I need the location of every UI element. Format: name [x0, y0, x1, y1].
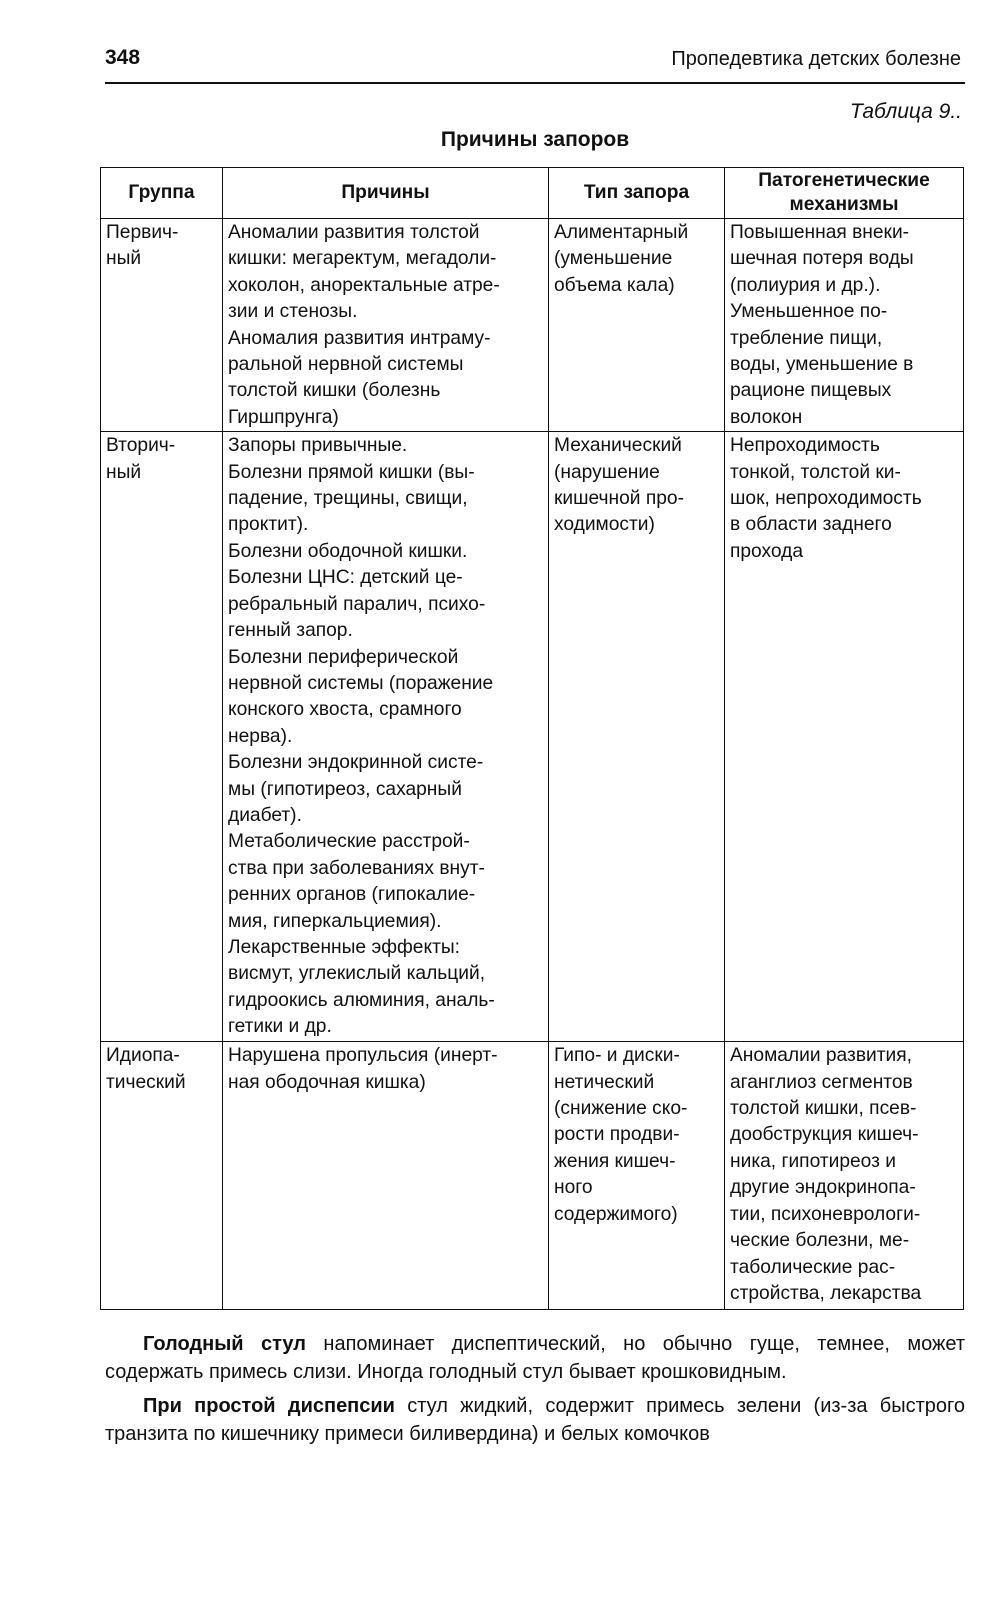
cell-line: волокон — [730, 406, 803, 428]
cell-group — [101, 219, 223, 432]
cell-line: ный — [106, 461, 142, 483]
cell-line: Идиопа- — [106, 1045, 180, 1067]
cell-line: стройства, лекарства — [730, 1282, 922, 1304]
table-row — [101, 1042, 964, 1310]
term-simple-dyspepsia: При простой диспепсии — [143, 1395, 395, 1417]
cell-line: рости продви- — [554, 1124, 680, 1146]
cell-line: нетический — [554, 1071, 655, 1093]
cell-line: ный — [106, 248, 142, 270]
cell-line: Уменьшенное по- — [730, 301, 888, 323]
cell-line: мы (гипотиреоз, сахарный — [228, 778, 462, 800]
cell-line: Метаболические расстрой- — [228, 831, 470, 853]
cell-line: Механический — [554, 435, 682, 457]
cell-group — [101, 1042, 223, 1310]
cell-line: (снижение ско- — [554, 1098, 688, 1120]
cell-line: кишки: мегаректум, мегадоли- — [228, 248, 497, 270]
cell-line: шечная потеря воды — [730, 248, 914, 270]
cell-type — [549, 219, 725, 432]
cell-causes — [223, 1042, 549, 1310]
column-header-type: Тип запора — [549, 168, 725, 219]
paragraph-hungry-stool — [105, 1330, 965, 1386]
cell-line: тический — [106, 1071, 186, 1093]
table-row — [101, 432, 964, 1042]
cell-type — [549, 432, 725, 1042]
cell-line: воды, уменьшение в — [730, 354, 914, 376]
constipation-causes-table — [100, 167, 964, 1310]
column-header-causes: Причины — [223, 168, 549, 219]
cell-line: Аномалии развития толстой — [228, 222, 480, 243]
cell-line: проктит). — [228, 514, 309, 536]
column-header-group: Группа — [101, 168, 223, 219]
table-title: Причины запоров — [440, 128, 630, 151]
cell-line: ства при заболеваниях внут- — [228, 857, 485, 879]
cell-line: конского хвоста, срамного — [228, 699, 462, 721]
cell-mechanisms — [725, 432, 964, 1042]
cell-line: шок, непроходимость — [730, 488, 922, 510]
cell-line: требление пищи, — [730, 327, 883, 349]
page-header — [105, 46, 965, 84]
cell-line: Повышенная внеки- — [730, 222, 910, 243]
cell-line: Гипо- и диски- — [554, 1045, 680, 1067]
cell-line: объема кала) — [554, 274, 675, 296]
cell-line: (полиурия и др.). — [730, 274, 881, 296]
cell-line: диабет). — [228, 804, 302, 826]
cell-line: кишечной про- — [554, 488, 684, 510]
cell-line: аганглиоз сегментов — [730, 1071, 913, 1093]
cell-line: зии и стенозы. — [228, 301, 358, 323]
cell-line: Болезни эндокринной систе- — [228, 752, 484, 774]
cell-type — [549, 1042, 725, 1310]
cell-line: прохода — [730, 540, 804, 562]
cell-line: дообструкция кишеч- — [730, 1124, 919, 1146]
table-row — [101, 219, 964, 432]
body-text — [105, 1330, 965, 1454]
paragraph-simple-dyspepsia-text: стул жидкий, содержит примесь зелени (из-за быстрого транзита по кишечнику примеси биливердина) и белых комочков — [105, 1395, 965, 1445]
cell-line: другие эндокринопа- — [730, 1177, 916, 1199]
running-title: Пропедевтика детских болезне — [671, 48, 961, 70]
cell-line: ребральный паралич, психо- — [228, 593, 486, 615]
cell-line: Болезни ЦНС: детский це- — [228, 567, 463, 589]
cell-causes — [223, 432, 549, 1042]
cell-line: Болезни периферической — [228, 646, 459, 668]
cell-group — [101, 432, 223, 1042]
cell-line: содержимого) — [554, 1203, 678, 1225]
cell-line: толстой кишки, псев- — [730, 1098, 917, 1120]
cell-line: Запоры привычные. — [228, 435, 408, 457]
table-header-row — [101, 168, 964, 219]
cell-line: висмут, углекислый кальций, — [228, 963, 486, 985]
cell-line: рационе пищевых — [730, 380, 892, 402]
cell-line: нерва). — [228, 725, 293, 747]
cell-line: Аномалия развития интраму- — [228, 327, 491, 349]
cell-line: Гиршпрунга) — [228, 406, 339, 428]
cell-line: Нарушена пропульсия (инерт- — [228, 1045, 498, 1067]
cell-line: Болезни ободочной кишки. — [228, 540, 468, 562]
cell-line: ческие болезни, ме- — [730, 1230, 910, 1252]
cell-line: жения кишеч- — [554, 1150, 676, 1172]
cell-line: Алиментарный — [554, 222, 689, 243]
cell-line: (уменьшение — [554, 248, 673, 270]
cell-line: ральной нервной системы — [228, 354, 464, 376]
cell-line: таболические рас- — [730, 1256, 896, 1278]
cell-line: толстой кишки (болезнь — [228, 380, 441, 402]
cell-line: ренних органов (гипокалие- — [228, 884, 476, 906]
term-hungry-stool: Голодный стул — [143, 1333, 306, 1355]
page-number: 348 — [105, 46, 141, 69]
paragraph-hungry-stool-text: напоминает диспептический, но обычно гуще, темнее, может содержать примесь слизи. Иногда голодный стул бывает крошковидным. — [105, 1333, 965, 1383]
cell-line: Болезни прямой кишки (вы- — [228, 461, 475, 483]
cell-line: в области заднего — [730, 514, 892, 536]
cell-line: (нарушение — [554, 461, 660, 483]
cell-mechanisms — [725, 219, 964, 432]
table-body — [101, 219, 964, 1310]
cell-line: мия, гиперкальциемия). — [228, 910, 442, 932]
cell-line: Вторич- — [106, 435, 176, 457]
cell-line: тии, психоневрологи- — [730, 1203, 921, 1225]
cell-line: Первич- — [106, 222, 179, 243]
cell-line: Лекарственные эффекты: — [228, 936, 460, 958]
cell-line: Аномалии развития, — [730, 1045, 912, 1067]
cell-line: ходимости) — [554, 514, 655, 536]
cell-line: ная ободочная кишка) — [228, 1071, 426, 1093]
table-number: Таблица 9.. — [849, 100, 962, 123]
cell-line: ника, гипотиреоз и — [730, 1150, 896, 1172]
paragraph-simple-dyspepsia — [105, 1392, 965, 1448]
cell-line: гидроокись алюминия, аналь- — [228, 989, 495, 1011]
cell-line: ного — [554, 1177, 593, 1199]
column-header-mechanisms: Патогенетические механизмы — [725, 168, 964, 219]
cell-line: Непроходимость — [730, 435, 880, 457]
cell-causes — [223, 219, 549, 432]
cell-line: падение, трещины, свищи, — [228, 488, 468, 510]
cell-line: нервной системы (поражение — [228, 672, 494, 694]
cell-line: генный запор. — [228, 620, 353, 642]
cell-line: гетики и др. — [228, 1016, 332, 1038]
cell-mechanisms — [725, 1042, 964, 1310]
cell-line: тонкой, толстой ки- — [730, 461, 901, 483]
cell-line: хоколон, аноректальные атре- — [228, 274, 500, 296]
